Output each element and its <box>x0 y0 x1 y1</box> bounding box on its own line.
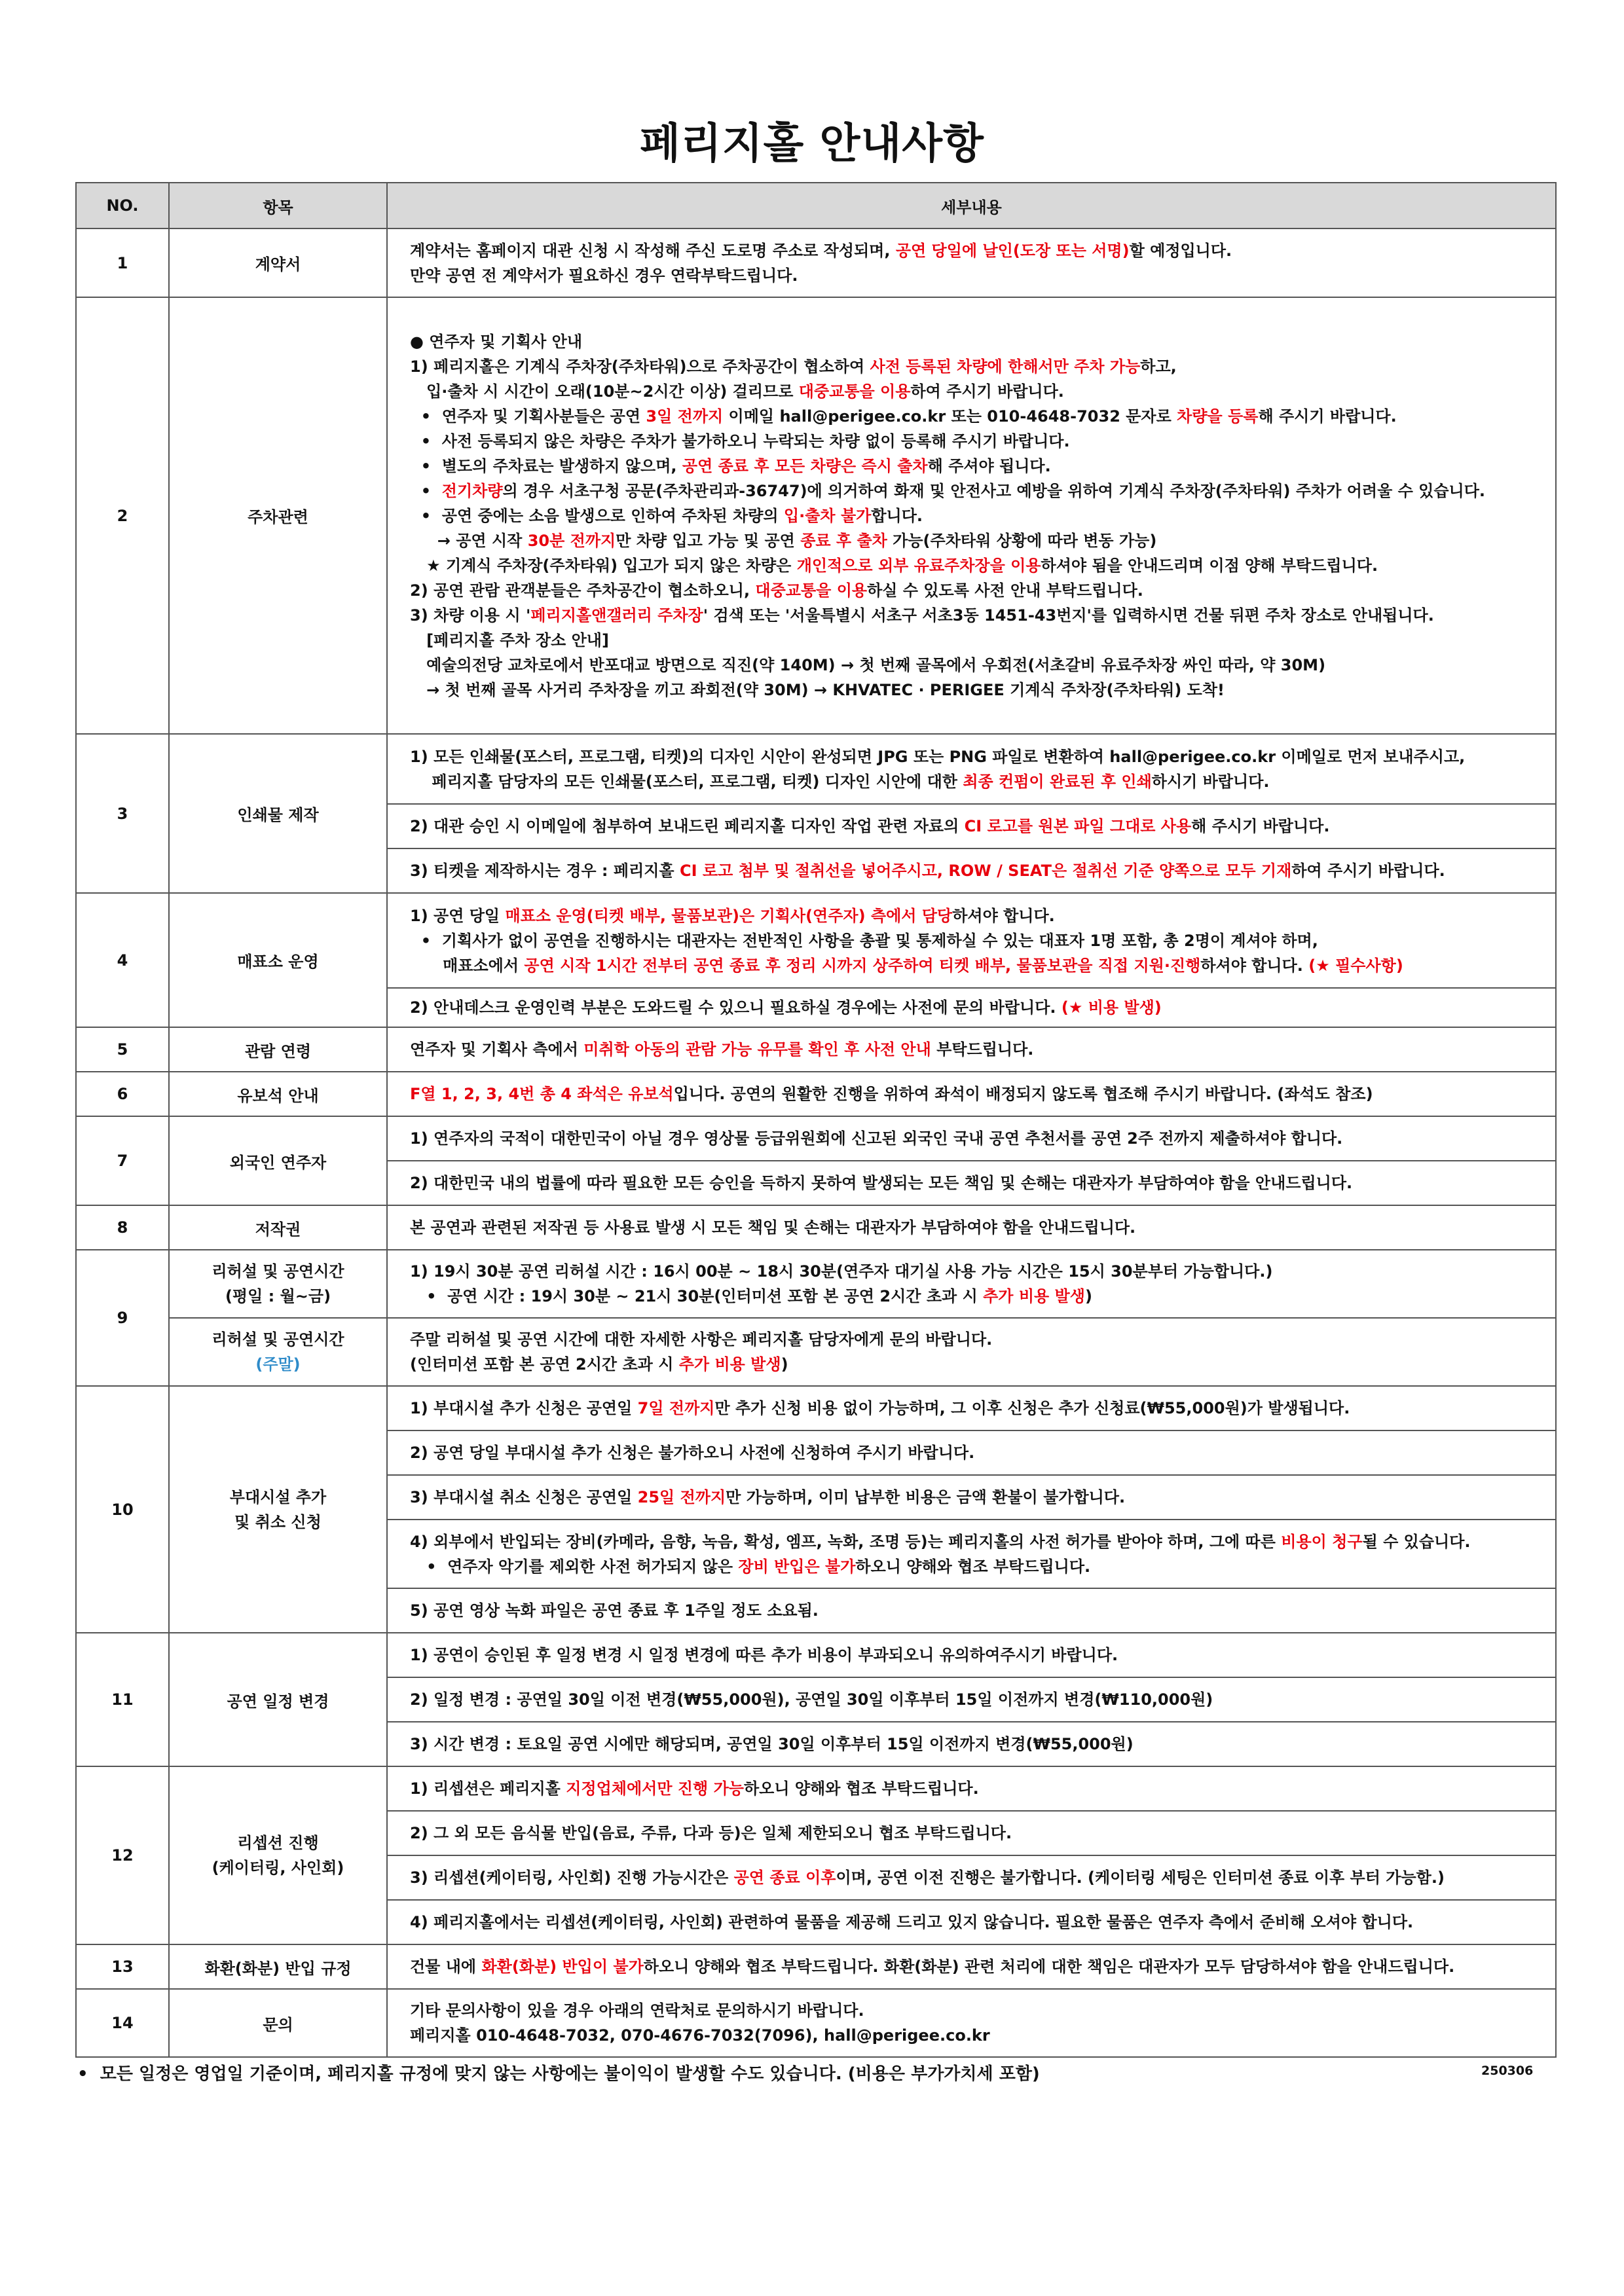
detail-text: 만 가능하며, 이미 납부한 비용은 금액 환불이 불가합니다. <box>726 1488 1126 1506</box>
detail-text: → 공연 시작 <box>410 531 528 550</box>
detail-line <box>410 628 1546 653</box>
detail-text: 2) 일정 변경 : 공연일 30일 이전 변경(₩55,000원), 공연일 30일 이후부터 15일 이전까지 변경(₩110,000원) <box>410 1690 1213 1709</box>
detail-text: 만약 공연 전 계약서가 필요하신 경우 연락부탁드립니다. <box>410 266 798 285</box>
detail-text: 만 추가 신청 비용 없이 가능하며, 그 이후 신청은 추가 신청료(₩55,000원)가 발생됩니다. <box>714 1399 1350 1417</box>
detail-text: 4) 외부에서 반입되는 장비(카메라, 음향, 녹음, 확성, 엠프, 녹화, 조명 등)는 페리지홀의 사전 허가를 받아야 하며, 그에 따른 <box>410 1532 1282 1551</box>
detail-reception-3 <box>387 1855 1556 1900</box>
table-row <box>76 297 1556 734</box>
detail-text: 1) 19시 30분 공연 리허설 시간 : 16시 00분 ~ 18시 30분(연주자 대기실 사용 가능 시간은 15시 30분부터 가능합니다.) <box>410 1262 1273 1281</box>
detail-text: 하시기 바랍니다. <box>1151 772 1270 791</box>
detail-text: 1) 부대시설 추가 신청은 공연일 <box>410 1399 638 1417</box>
table-row <box>76 228 1556 297</box>
detail-text: ● 연주자 및 기획사 안내 <box>410 332 583 351</box>
detail-text: 이며, 공연 이전 진행은 불가합니다. (케이터링 세팅은 인터미션 종료 이후 부터 가능함.) <box>836 1868 1445 1887</box>
row-item <box>169 1250 387 1318</box>
row-item: 문의 <box>169 1989 387 2057</box>
row-no: 14 <box>76 1989 169 2057</box>
detail-line <box>410 553 1546 578</box>
row-no: 2 <box>76 297 169 734</box>
detail-text: 1) 공연 당일 <box>410 906 506 925</box>
detail-text: 입니다. 공연의 원활한 진행을 위하여 좌석이 배정되지 않도록 협조해 주시기 바랍니다. (좌석도 참조) <box>673 1085 1373 1103</box>
highlight-text: 공연 종료 이후 <box>733 1868 836 1887</box>
detail-text: 하여 주시기 바랍니다. <box>910 382 1064 401</box>
detail-line <box>410 678 1546 702</box>
detail-flowers <box>387 1944 1556 1989</box>
row-item <box>169 1766 387 1944</box>
detail-text: 페리지홀 010-4648-7032, 070-4676-7032(7096), hall@perigee.co.kr <box>410 2026 990 2045</box>
row-no: 10 <box>76 1386 169 1633</box>
detail-parking <box>387 297 1556 734</box>
highlight-text: 차량을 등록 <box>1177 407 1259 426</box>
detail-foreign-1 <box>387 1116 1556 1161</box>
detail-text: 될 수 있습니다. <box>1362 1532 1471 1551</box>
highlight-text: (★ 비용 발생) <box>1061 998 1162 1017</box>
detail-foreign-2 <box>387 1161 1556 1205</box>
table-row <box>76 1250 1556 1318</box>
detail-line <box>410 1954 1546 1979</box>
detail-text: 하오니 양해와 협조 부탁드립니다. <box>743 1779 979 1798</box>
detail-text: 해 주시기 바랍니다. <box>1191 817 1330 835</box>
highlight-text: 사전 등록된 차량에 한해서만 주차 가능 <box>870 357 1141 376</box>
detail-text: • 별도의 주차료는 발생하지 않으며, <box>410 456 682 475</box>
detail-text: 1) 공연이 승인된 후 일정 변경 시 일정 변경에 따른 추가 비용이 부과되오니 유의하여주시기 바랍니다. <box>410 1646 1118 1664</box>
detail-facility-2 <box>387 1430 1556 1475</box>
table-row <box>76 893 1556 988</box>
detail-print-2 <box>387 804 1556 848</box>
row-item: 화환(화분) 반입 규정 <box>169 1944 387 1989</box>
highlight-text: 공연 종료 후 모든 차량은 즉시 출차 <box>682 456 928 475</box>
row-no: 1 <box>76 228 169 297</box>
detail-line <box>410 1554 1546 1579</box>
detail-text: 1) 페리지홀은 기계식 주차장(주차타워)으로 주차공간이 협소하여 <box>410 357 870 376</box>
detail-text: 5) 공연 영상 녹화 파일은 공연 종료 후 1주일 정도 소요됨. <box>410 1601 819 1620</box>
detail-line <box>410 329 1546 354</box>
row-no: 4 <box>76 893 169 1027</box>
detail-text: 연주자 및 기획사 측에서 <box>410 1040 584 1059</box>
highlight-text: 화환(화분) 반입이 불가 <box>481 1958 644 1976</box>
table-header <box>76 183 1556 228</box>
detail-text: 건물 내에 <box>410 1958 482 1976</box>
detail-text: [페리지홀 주차 장소 안내] <box>410 630 609 649</box>
detail-box-office-1 <box>387 893 1556 988</box>
highlight-text: 추가 비용 발생 <box>678 1355 781 1374</box>
highlight-text: CI 로고 첨부 및 절취선을 넣어주시고, ROW / SEAT은 절취선 기준 양쪽으로 모두 기재 <box>679 862 1292 880</box>
table-row <box>76 1633 1556 1677</box>
detail-text: 1) 리셉션은 페리지홀 <box>410 1779 566 1798</box>
detail-line <box>410 1126 1546 1151</box>
detail-text: 1) 모든 인쇄물(포스터, 프로그램, 티켓)의 디자인 시안이 완성되면 JPG 또는 PNG 파일로 변환하여 hall@perigee.co.kr 이메일로 먼저 보내주시고, <box>410 747 1466 766</box>
detail-line <box>410 379 1546 404</box>
highlight-text: 대중교통을 이용 <box>755 581 868 600</box>
detail-facility-3 <box>387 1475 1556 1520</box>
detail-text: • 기획사가 없이 공연을 진행하시는 대관자는 전반적인 사항을 총괄 및 통제하실 수 있는 대표자 1명 포함, 총 2명이 계셔야 하며, <box>410 931 1318 950</box>
detail-text: 하여 주시기 바랍니다. <box>1291 862 1445 880</box>
detail-text: 할 예정입니다. <box>1129 241 1232 260</box>
detail-text: 2) 안내데스크 운영인력 부분은 도와드릴 수 있으니 필요하실 경우에는 사전에 문의 바랍니다. <box>410 998 1061 1017</box>
table-row <box>76 1944 1556 1989</box>
table-row <box>76 1072 1556 1116</box>
detail-line <box>410 503 1546 528</box>
detail-line <box>410 1485 1546 1510</box>
detail-text: 의 경우 서초구청 공문(주차관리과-36747)에 의거하여 화재 및 안전사고 예방을 위하여 기계식 주차장(주차타워) 주차가 어려울 수 있습니다. <box>502 481 1486 500</box>
row-no: 13 <box>76 1944 169 1989</box>
detail-text: 합니다. <box>871 506 923 525</box>
highlight-text: 공연 당일에 날인(도장 또는 서명) <box>895 241 1130 260</box>
detail-contact <box>387 1989 1556 2057</box>
row-item: 인쇄물 제작 <box>169 734 387 893</box>
detail-text: ' 검색 또는 '서울특별시 서초구 서초3동 1451-43번지'를 입력하시면 건물 뒤편 주차 장소로 안내됩니다. <box>703 606 1434 625</box>
detail-line <box>410 1352 1546 1377</box>
document-code: 250306 <box>1481 2064 1534 2078</box>
page-title: 페리지홀 안내사항 <box>640 120 984 168</box>
detail-age <box>387 1027 1556 1072</box>
highlight-text: F열 1, 2, 3, 4번 총 4 좌석은 유보석 <box>410 1085 674 1103</box>
detail-line <box>410 814 1546 839</box>
detail-line <box>410 1776 1546 1801</box>
detail-text: ) <box>1084 1287 1092 1305</box>
detail-text: 2) 그 외 모든 음식물 반입(음료, 주류, 다과 등)은 일체 제한되오니 협조 부탁드립니다. <box>410 1824 1012 1842</box>
detail-line <box>410 603 1546 628</box>
item-facility-1: 부대시설 추가 <box>229 1487 327 1506</box>
detail-reception-4 <box>387 1900 1556 1944</box>
detail-copyright <box>387 1205 1556 1250</box>
detail-schedule-1 <box>387 1633 1556 1677</box>
highlight-text: 공연 시작 1시간 전부터 공연 종료 후 정리 시까지 상주하여 티켓 배부, 물품보관을 직접 지원·진행 <box>524 956 1201 975</box>
detail-line <box>410 1440 1546 1465</box>
item-reception-2: (케이터링, 사인회) <box>212 1859 344 1877</box>
highlight-text: 25일 전까지 <box>637 1488 726 1506</box>
detail-facility-5 <box>387 1588 1556 1633</box>
table-row <box>76 734 1556 804</box>
detail-text: 3) 시간 변경 : 토요일 공연 시에만 해당되며, 공연일 30일 이후부터 15일 이전까지 변경(₩55,000원) <box>410 1735 1134 1753</box>
detail-line <box>410 1732 1546 1757</box>
detail-line <box>410 744 1546 769</box>
detail-text: 2) 대한민국 내의 법률에 따라 필요한 모든 승인을 득하지 못하여 발생되는 모든 책임 및 손해는 대관자가 부담하여야 함을 안내드립니다. <box>410 1174 1353 1192</box>
highlight-text: 추가 비용 발생 <box>983 1287 1085 1305</box>
detail-line <box>410 578 1546 603</box>
detail-text: 2) 공연 관람 관객분들은 주차공간이 협소하오니, <box>410 581 756 600</box>
detail-text: 부탁드립니다. <box>931 1040 1034 1059</box>
detail-text: ★ 기계식 주차장(주차타워) 입고가 되지 않은 차량은 <box>410 556 797 575</box>
detail-text: 3) 티켓을 제작하시는 경우 : 페리지홀 <box>410 862 680 880</box>
detail-schedule-3 <box>387 1722 1556 1766</box>
detail-text: 가능(주차타워 상황에 따라 변동 가능) <box>887 531 1157 550</box>
table-row <box>76 1205 1556 1250</box>
detail-text: 하셔야 합니다. <box>1200 956 1309 975</box>
detail-text: • 사전 등록되지 않은 차량은 주차가 불가하오니 누락되는 차량 없이 등록해 주시기 바랍니다. <box>410 431 1070 450</box>
detail-line <box>410 1215 1546 1240</box>
footnote: • 모든 일정은 영업일 기준이며, 페리지홀 규정에 맞지 않는 사항에는 불이익이 발생할 수도 있습니다. (비용은 부가가치세 포함) <box>77 2064 1040 2084</box>
detail-line <box>410 429 1546 454</box>
row-no: 11 <box>76 1633 169 1766</box>
detail-line <box>410 858 1546 883</box>
highlight-text: 7일 전까지 <box>637 1399 715 1417</box>
detail-text: 계약서는 홈페이지 대관 신청 시 작성해 주신 도로명 주소로 작성되며, <box>410 241 896 260</box>
row-no: 9 <box>76 1250 169 1386</box>
detail-line <box>410 928 1546 953</box>
detail-line <box>410 1327 1546 1352</box>
detail-text: 해 주셔야 됩니다. <box>927 456 1051 475</box>
detail-facility-1 <box>387 1386 1556 1430</box>
item-reception-1: 리셉션 진행 <box>237 1834 319 1852</box>
table-row <box>76 1766 1556 1811</box>
table-row <box>76 1027 1556 1072</box>
detail-line <box>410 1529 1546 1554</box>
detail-line <box>410 404 1546 429</box>
row-no: 5 <box>76 1027 169 1072</box>
detail-text: • 연주자 및 기획사분들은 공연 <box>410 407 646 426</box>
item-weekday-label: 리허설 및 공연시간 <box>212 1262 344 1281</box>
highlight-text: 최종 컨펌이 완료된 후 인쇄 <box>963 772 1152 791</box>
detail-text: 이메일 hall@perigee.co.kr 또는 010-4648-7032 문자로 <box>723 407 1177 426</box>
detail-text: 3) 리셉션(케이터링, 사인회) 진행 가능시간은 <box>410 1868 734 1887</box>
detail-text: 하셔야 됨을 안내드리며 이점 양해 부탁드립니다. <box>1041 556 1378 575</box>
detail-text: 3) 부대시설 취소 신청은 공연일 <box>410 1488 638 1506</box>
detail-text: ) <box>781 1355 788 1374</box>
detail-line <box>410 953 1546 978</box>
table-row <box>76 1116 1556 1161</box>
detail-text: 매표소에서 <box>410 956 525 975</box>
detail-text: 3) 차량 이용 시 ' <box>410 606 531 625</box>
detail-line <box>410 995 1546 1020</box>
detail-weekday <box>387 1250 1556 1318</box>
detail-reception-1 <box>387 1766 1556 1811</box>
detail-text: 본 공연과 관련된 저작권 등 사용료 발생 시 모든 책임 및 손해는 대관자가 부담하여야 함을 안내드립니다. <box>410 1218 1136 1237</box>
row-item: 저작권 <box>169 1205 387 1250</box>
detail-text: 2) 공연 당일 부대시설 추가 신청은 불가하오니 사전에 신청하여 주시기 바랍니다. <box>410 1444 975 1462</box>
highlight-text: CI 로고를 원본 파일 그대로 사용 <box>964 817 1192 835</box>
detail-line <box>410 238 1546 263</box>
row-item: 유보석 안내 <box>169 1072 387 1116</box>
table-row <box>76 1318 1556 1386</box>
row-no: 7 <box>76 1116 169 1205</box>
item-weekend-label: 리허설 및 공연시간 <box>212 1330 344 1349</box>
detail-box-office-2 <box>387 988 1556 1027</box>
highlight-text: 미취학 아동의 관람 가능 유무를 확인 후 사전 안내 <box>583 1040 931 1059</box>
row-item: 주차관련 <box>169 297 387 734</box>
row-item: 외국인 연주자 <box>169 1116 387 1205</box>
detail-text: 하고, <box>1140 357 1177 376</box>
row-no: 6 <box>76 1072 169 1116</box>
row-no: 8 <box>76 1205 169 1250</box>
detail-text: 만 차량 입고 가능 및 공연 <box>616 531 801 550</box>
detail-line <box>410 1259 1546 1284</box>
header-no: NO. <box>76 183 169 228</box>
row-no: 12 <box>76 1766 169 1944</box>
detail-text: 기타 문의사항이 있을 경우 아래의 연락처로 문의하시기 바랍니다. <box>410 2001 864 2020</box>
table-row <box>76 1989 1556 2057</box>
detail-facility-4 <box>387 1520 1556 1588</box>
row-item <box>169 1386 387 1633</box>
highlight-text: 개인적으로 외부 유료주차장을 이용 <box>796 556 1041 575</box>
detail-line <box>410 769 1546 794</box>
row-no: 3 <box>76 734 169 893</box>
detail-line <box>410 263 1546 288</box>
row-item: 공연 일정 변경 <box>169 1633 387 1766</box>
detail-text: 예술의전당 교차로에서 반포대교 방면으로 직진(약 140M) → 첫 번째 골목에서 우회전(서초갈비 유료주차장 싸인 따라, 약 30M) <box>410 655 1326 674</box>
detail-line <box>410 528 1546 553</box>
detail-weekend <box>387 1318 1556 1386</box>
highlight-text: 장비 반입은 불가 <box>738 1557 856 1576</box>
detail-contract <box>387 228 1556 297</box>
detail-text: • 연주자 악기를 제외한 사전 허가되지 않은 <box>410 1557 739 1576</box>
highlight-text: 매표소 운영(티켓 배부, 물품보관)은 기획사(연주자) 측에서 담당 <box>505 906 953 925</box>
detail-text: 주말 리허설 및 공연 시간에 대한 자세한 사항은 페리지홀 담당자에게 문의 바랍니다. <box>410 1330 993 1349</box>
header-detail: 세부내용 <box>387 183 1556 228</box>
highlight-text: 종료 후 출차 <box>800 531 887 550</box>
highlight-text: 입·출차 불가 <box>783 506 872 525</box>
detail-line <box>410 1396 1546 1421</box>
detail-line <box>410 1082 1546 1106</box>
item-weekend-days: (주말) <box>255 1355 301 1374</box>
row-item: 매표소 운영 <box>169 893 387 1027</box>
highlight-text: 페리지홀앤갤러리 주차장 <box>530 606 703 625</box>
detail-line <box>410 1284 1546 1309</box>
detail-line <box>410 1998 1546 2023</box>
detail-line <box>410 1910 1546 1935</box>
detail-print-1 <box>387 734 1556 804</box>
detail-text: 하오니 양해와 협조 부탁드립니다. <box>855 1557 1091 1576</box>
highlight-text: 3일 전까지 <box>646 407 724 426</box>
detail-line <box>410 1643 1546 1667</box>
detail-line <box>410 1598 1546 1623</box>
row-item: 관람 연령 <box>169 1027 387 1072</box>
detail-text: 해 주시기 바랍니다. <box>1258 407 1397 426</box>
detail-reserved-seats <box>387 1072 1556 1116</box>
detail-text: 하오니 양해와 협조 부탁드립니다. 화환(화분) 관련 처리에 대한 책임은 대관자가 모두 담당하셔야 함을 안내드립니다. <box>643 1958 1455 1976</box>
item-facility-2: 및 취소 신청 <box>234 1512 322 1531</box>
highlight-text: 비용이 청구 <box>1281 1532 1363 1551</box>
highlight-text: (★ 필수사항) <box>1308 956 1403 975</box>
highlight-text: 지정업체에서만 진행 가능 <box>566 1779 744 1798</box>
highlight-text: 30분 전까지 <box>527 531 616 550</box>
detail-text: 페리지홀 담당자의 모든 인쇄물(포스터, 프로그램, 티켓) 디자인 시안에 대한 <box>410 772 963 791</box>
detail-line <box>410 1865 1546 1890</box>
row-item <box>169 1318 387 1386</box>
detail-text: 하실 수 있도록 사전 안내 부탁드립니다. <box>867 581 1143 600</box>
detail-text: 2) 대관 승인 시 이메일에 첨부하여 보내드린 페리지홀 디자인 작업 관련 자료의 <box>410 817 965 835</box>
detail-text: • 공연 시간 : 19시 30분 ~ 21시 30분(인터미션 포함 본 공연 2시간 초과 시 <box>410 1287 984 1305</box>
detail-text: (인터미션 포함 본 공연 2시간 초과 시 <box>410 1355 679 1374</box>
detail-line <box>410 479 1546 503</box>
highlight-text: 대중교통을 이용 <box>798 382 911 401</box>
detail-text: • <box>410 481 442 500</box>
detail-text: 입·출차 시 시간이 오래(10분~2시간 이상) 걸리므로 <box>410 382 799 401</box>
detail-schedule-2 <box>387 1677 1556 1722</box>
detail-line <box>410 653 1546 678</box>
detail-reception-2 <box>387 1811 1556 1855</box>
detail-print-3 <box>387 848 1556 893</box>
detail-text: 하셔야 합니다. <box>952 906 1055 925</box>
info-table <box>75 182 1557 2058</box>
header-item: 항목 <box>169 183 387 228</box>
detail-text: 4) 페리지홀에서는 리셉션(케이터링, 사인회) 관련하여 물품을 제공해 드리고 있지 않습니다. 필요한 물품은 연주자 측에서 준비해 오셔야 합니다. <box>410 1913 1414 1931</box>
detail-line <box>410 1037 1546 1062</box>
row-item: 계약서 <box>169 228 387 297</box>
detail-line <box>410 1821 1546 1846</box>
detail-line <box>410 903 1546 928</box>
detail-text: • 공연 중에는 소음 발생으로 인하여 주차된 차량의 <box>410 506 784 525</box>
detail-line <box>410 2023 1546 2048</box>
item-weekday-days: (평일 : 월~금) <box>225 1287 331 1305</box>
detail-text: 1) 연주자의 국적이 대한민국이 아닐 경우 영상물 등급위원회에 신고된 외국인 국내 공연 추천서를 공연 2주 전까지 제출하셔야 합니다. <box>410 1129 1343 1148</box>
detail-text: → 첫 번째 골목 사거리 주차장을 끼고 좌회전(약 30M) → KHVATEC · PERIGEE 기계식 주차장(주차타워) 도착! <box>410 680 1225 699</box>
detail-line <box>410 1687 1546 1712</box>
highlight-text: 전기차량 <box>441 481 503 500</box>
table-row <box>76 1386 1556 1430</box>
detail-line <box>410 1171 1546 1195</box>
detail-line <box>410 354 1546 379</box>
detail-line <box>410 454 1546 479</box>
